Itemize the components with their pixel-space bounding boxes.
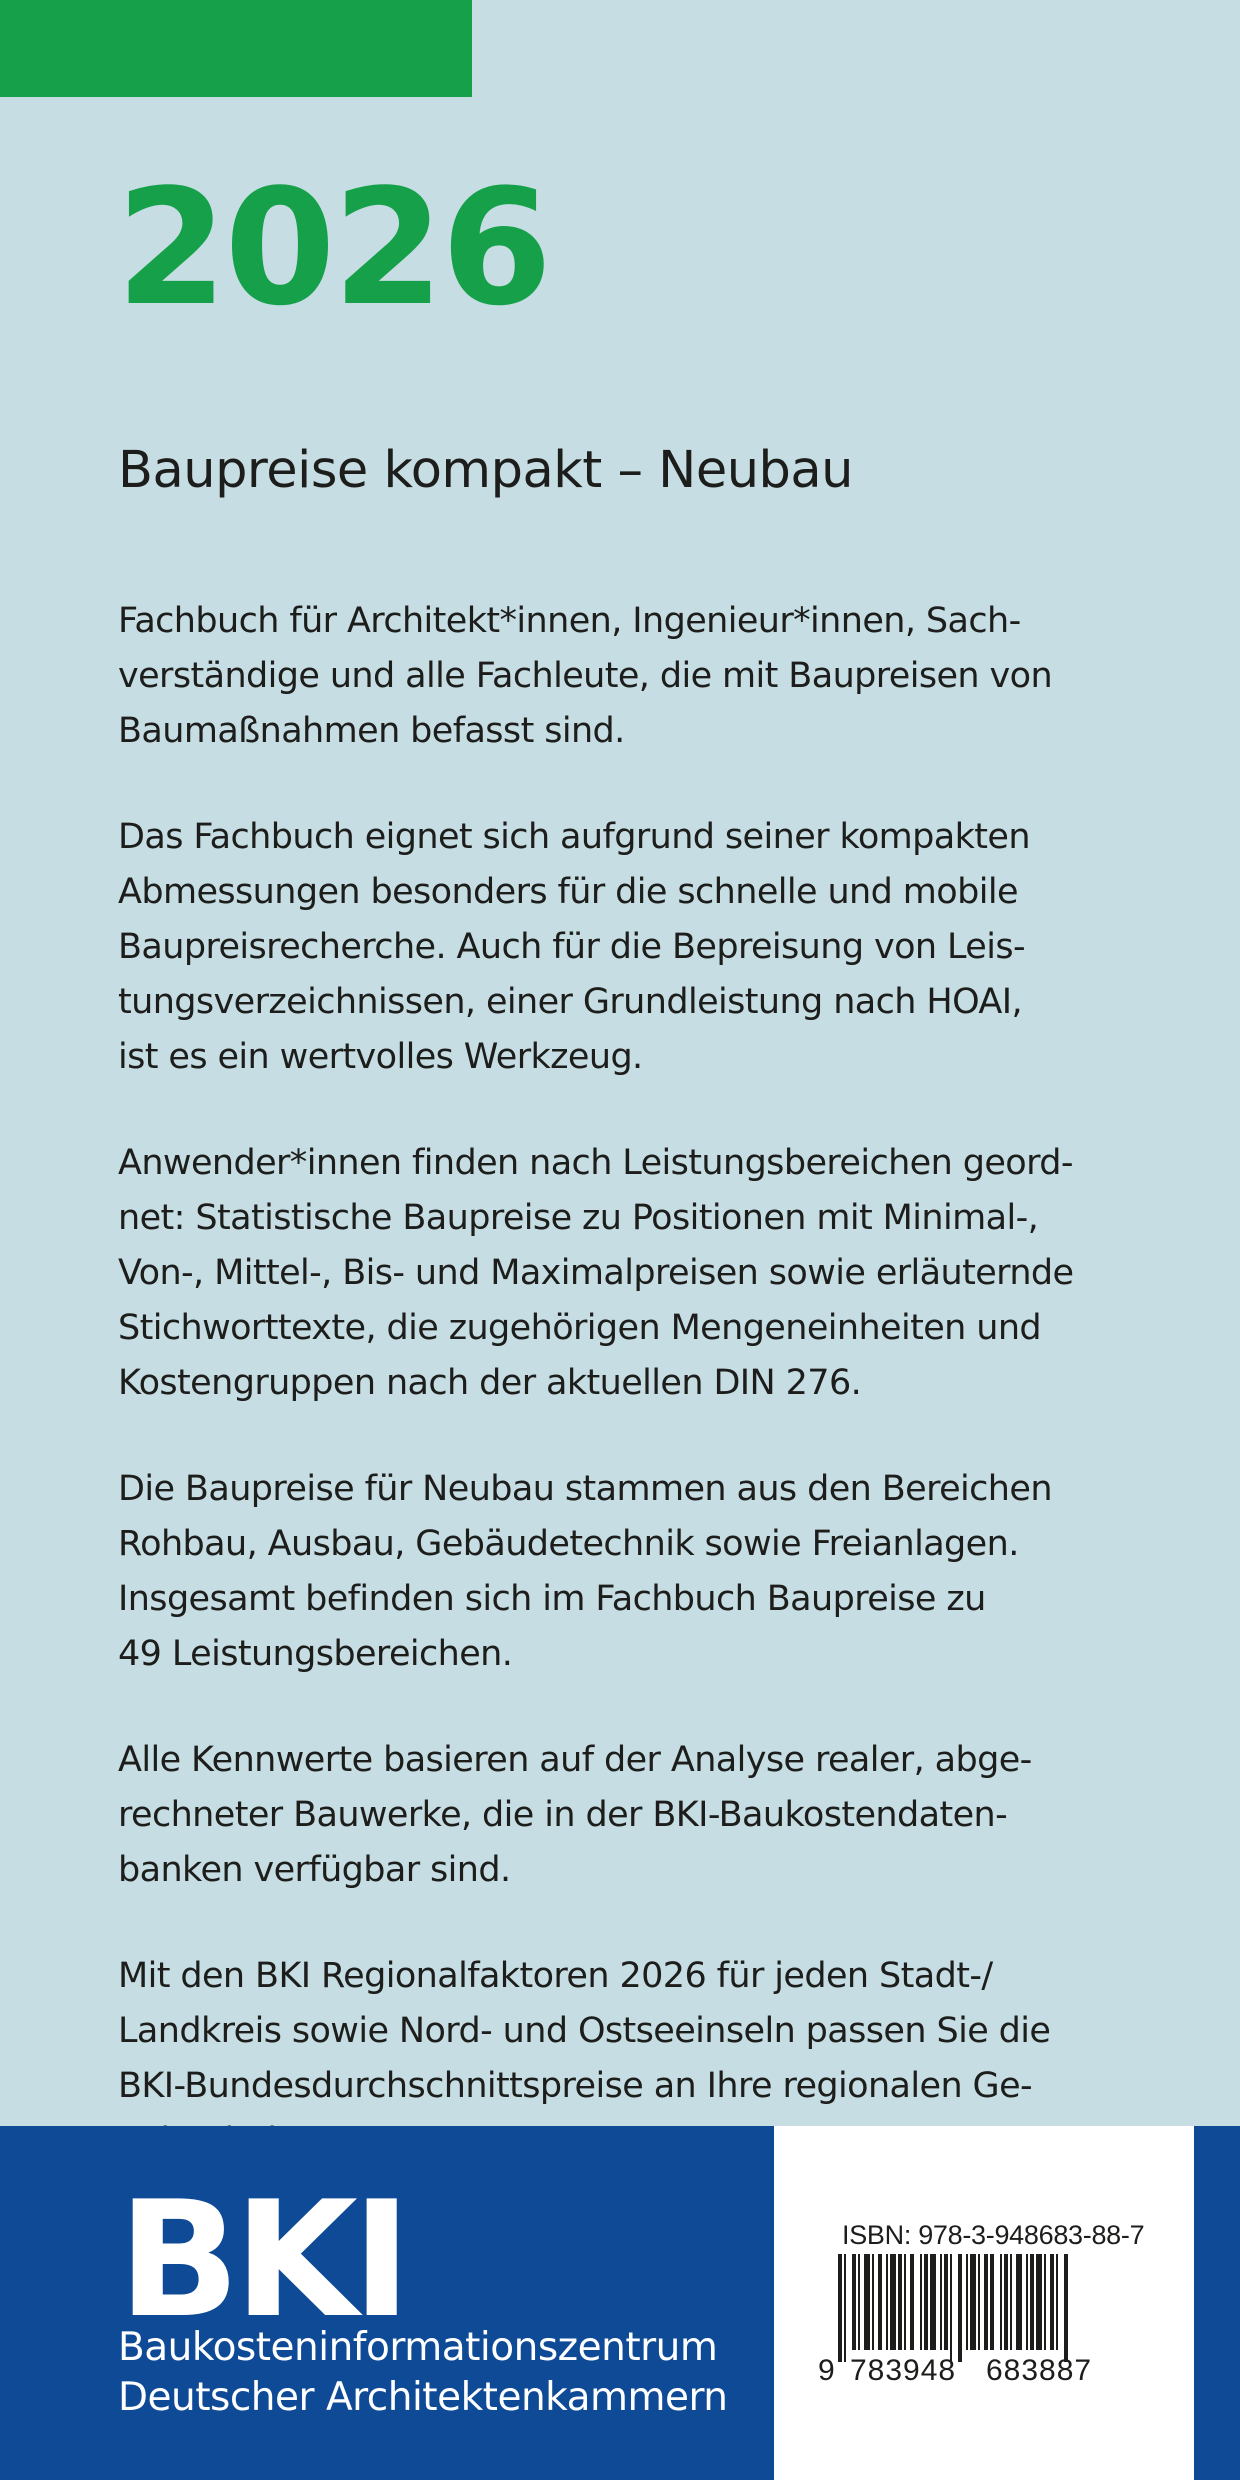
description-paragraph [118,810,1198,1085]
barcode-bar [898,2254,902,2350]
barcode-bar [990,2254,994,2350]
barcode-bar [1050,2254,1054,2350]
edition-year: 2026 [116,154,550,341]
isbn-label: ISBN: 978-3-948683-88-7 [842,2220,1145,2250]
barcode-bar [920,2254,922,2350]
text-line: Baumaßnahmen befasst sind. [118,711,625,751]
publisher-name [118,2323,728,2423]
text-line: Stichworttexte, die zugehörigen Mengeneinheiten und [118,1308,1042,1348]
text-line: Abmessungen besonders für die schnelle und mobile [118,872,1018,912]
barcode-bar [852,2254,856,2350]
text-line: Insgesamt befinden sich im Fachbuch Baupreise zu [118,1579,986,1619]
barcode-bar [930,2254,936,2350]
description-paragraph [118,1462,1198,1682]
ean-first-digit: 9 [818,2354,835,2387]
book-title: Baupreise kompakt – Neubau [118,441,853,500]
green-accent-tab [0,0,472,97]
text-line: Die Baupreise für Neubau stammen aus den Bereichen [118,1469,1052,1509]
barcode-bar [1026,2254,1028,2350]
barcode-bar [970,2254,976,2350]
barcode-bar [872,2254,874,2350]
text-line: BKI-Bundesdurchschnittspreise an Ihre regionalen Ge- [118,2066,1033,2106]
barcode-bar [1010,2254,1012,2350]
text-line: Das Fachbuch eignet sich aufgrund seiner kompakten [118,817,1030,857]
text-line: 49 Leistungsbereichen. [118,1634,513,1674]
barcode-bar [844,2254,846,2362]
barcode-bar [1056,2254,1058,2350]
barcode-bar [858,2254,860,2350]
barcode-bar [950,2254,952,2362]
barcode-bar [1004,2254,1008,2350]
text-line: ist es ein wertvolles Werkzeug. [118,1037,643,1077]
text-line: banken verfügbar sind. [118,1850,511,1890]
text-line: Mit den BKI Regionalfaktoren 2026 für jeden Stadt-/ [118,1956,993,1996]
text-line: Baupreisrecherche. Auch für die Bepreisung von Leis- [118,927,1026,967]
publisher-name-line: Deutscher Architektenkammern [118,2375,728,2420]
barcode-bar [940,2254,942,2350]
text-line: Anwender*innen finden nach Leistungsbereichen geord- [118,1143,1073,1183]
barcode-bar [958,2254,962,2362]
barcode-bar [1000,2254,1002,2350]
barcode-bar [924,2254,928,2350]
description-paragraph [118,1136,1198,1411]
description-paragraph [118,594,1198,759]
barcode-bar [1064,2254,1068,2362]
text-line: net: Statistische Baupreise zu Positionen mit Minimal-, [118,1198,1039,1238]
barcode-bar [984,2254,988,2350]
text-line: Alle Kennwerte basieren auf der Analyse realer, abge- [118,1740,1032,1780]
ean-digit-group: 683887 [986,2354,1093,2387]
barcode-bar [910,2254,914,2350]
publisher-name-line: Baukosteninformationszentrum [118,2325,718,2370]
text-line: Landkreis sowie Nord- und Ostseeinseln passen Sie die [118,2011,1051,2051]
barcode-bar [1044,2254,1046,2350]
text-line: tungsverzeichnissen, einer Grundleistung nach HOAI, [118,982,1023,1022]
text-line: rechneter Bauwerke, die in der BKI-Baukostendaten- [118,1795,1008,1835]
text-line: Rohbau, Ausbau, Gebäudetechnik sowie Freianlagen. [118,1524,1019,1564]
barcode-bar [944,2254,948,2350]
barcode-bar [864,2254,870,2350]
barcode-icon [836,2254,1136,2362]
barcode-bar [878,2254,882,2350]
text-line: Von-, Mittel-, Bis- und Maximalpreisen sowie erläuternde [118,1253,1074,1293]
barcode-bar [966,2254,968,2350]
description-paragraph [118,1733,1198,1898]
barcode-bar [978,2254,980,2350]
barcode-bar [1030,2254,1034,2350]
barcode-bar [886,2254,888,2350]
barcode-bar [890,2254,896,2350]
description-text [118,594,1198,2220]
ean-digit-group: 783948 [850,2354,957,2387]
barcode-bar [1016,2254,1022,2350]
barcode-bar [1036,2254,1042,2350]
bki-logo: BKI [118,2166,406,2353]
text-line: verständige und alle Fachleute, die mit Baupreisen von [118,656,1053,696]
text-line: Fachbuch für Architekt*innen, Ingenieur*innen, Sach- [118,601,1021,641]
barcode-bar [838,2254,842,2362]
barcode-bar [904,2254,906,2350]
text-line: Kostengruppen nach der aktuellen DIN 276. [118,1363,862,1403]
